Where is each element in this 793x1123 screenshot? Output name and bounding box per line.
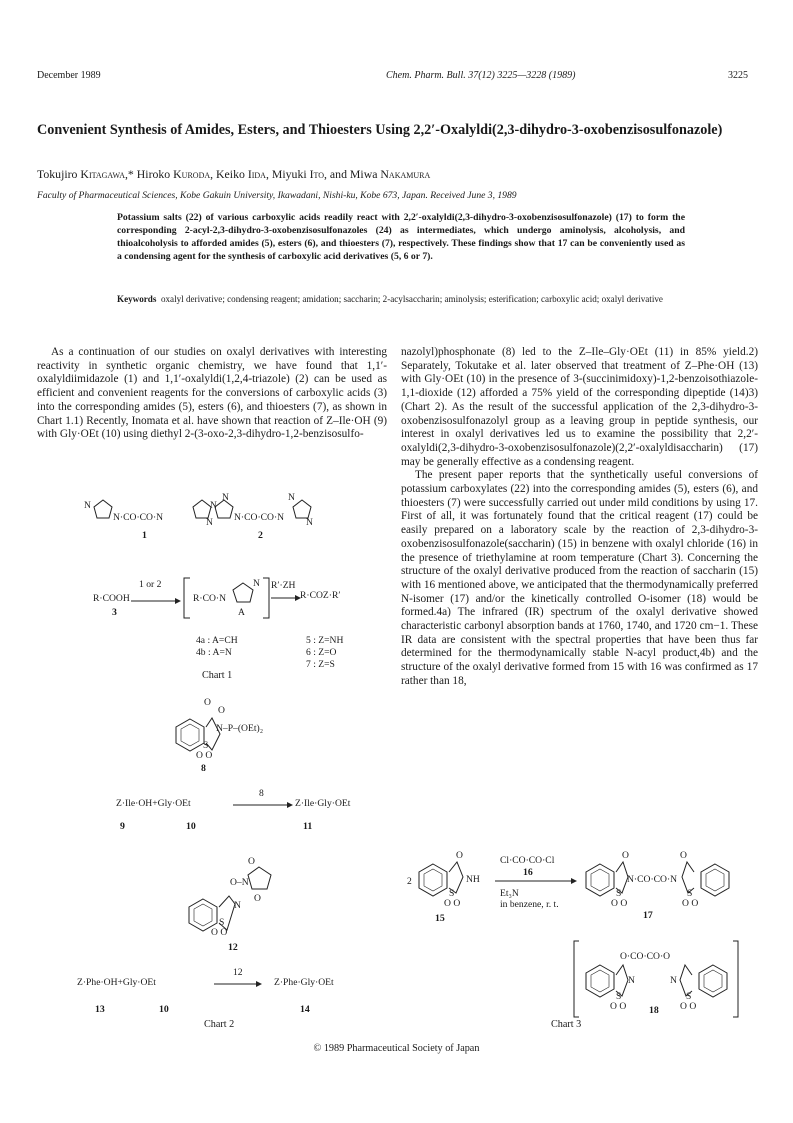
author-list: Tokujiro Kitagawa,* Hiroko Kuroda, Keiko Iida, Miyuki Ito, and Miwa Nakamura (37, 167, 431, 181)
legend-6: 6 : Z=O (306, 647, 337, 658)
reaction-arrow (131, 597, 181, 605)
eq2-catalyst: 12 (233, 967, 243, 978)
chart1-atom-a: A (238, 607, 245, 618)
chart-1-caption: Chart 1 (202, 670, 233, 681)
chart1-intermediate: R·CO·N (193, 593, 227, 604)
compound-8-phosphonate: N–P–(OEt)₂ (216, 723, 264, 734)
bracket-right (262, 577, 270, 619)
eq2-product: Z·Phe·Gly·OEt (274, 977, 334, 988)
compound-label-12: 12 (228, 942, 238, 953)
article-title: Convenient Synthesis of Amides, Esters, and Thioesters Using 2,2′-Oxalyldi(2,3-dihydro-3-oxobenzisosulfonazole) (37, 122, 723, 138)
chart3-nh: NH (466, 874, 480, 885)
compound-1-formula: N·CO·CO·N (113, 512, 164, 523)
body-column-right (401, 346, 758, 689)
compound-2-formula: N·CO·CO·N (234, 512, 285, 523)
eq1-catalyst: 8 (259, 788, 264, 799)
keywords: Keywords oxalyl derivative; condensing reagent; amidation; saccharin; 2-acylsaccharin; aminolysis; esterification; carboxylic acid; oxalyl derivative (117, 294, 663, 304)
benzene-ring-17b (698, 863, 732, 897)
compound-label-2: 2 (258, 530, 263, 541)
legend-5: 5 : Z=NH (306, 635, 344, 646)
abstract: Potassium salts (22) of various carboxylic acids readily react with 2,2′-oxalyldi(2,3-dihydro-3-oxobenzisosulfonazole) (17) to form the corresponding 2-acyl-2,3-dihydro-3-oxobenzisosulfonazoles (24) as intermediates, which undergo aminolysis, alcoholysis, and thioalcoholysis to afforded amides (5), esters (6), and thioesters (7), respectively. These findings show that 17 can be conveniently used as a condensing agent for the synthesis of carboxylic acid derivatives (5, 6 or 7). (117, 212, 685, 262)
eq2-arrow (214, 980, 262, 988)
compound-label-10b: 10 (159, 1004, 169, 1015)
legend-4b: 4b : A=N (196, 647, 232, 658)
compound-label-11: 11 (303, 821, 313, 832)
compound-label-17: 17 (643, 910, 653, 921)
chart-2-caption: Chart 2 (204, 1019, 235, 1030)
compound-label-16: 16 (523, 867, 533, 878)
compound-17-formula: N·CO·CO·N (627, 874, 678, 885)
imidazole-ring-left (93, 499, 115, 521)
chart3-base: Et₃N (500, 888, 519, 899)
affiliation: Faculty of Pharmaceutical Sciences, Kobe Gakuin University, Ikawadani, Nishi-ku, Kobe 673, Japan. Received June 3, 1989 (37, 190, 517, 201)
header-date: December 1989 (37, 70, 101, 81)
compound-label-18: 18 (649, 1005, 659, 1016)
eq1-arrow (233, 801, 293, 809)
eq2-reactants: Z·Phe·OH+Gly·OEt (77, 977, 156, 988)
compound-label-1: 1 (142, 530, 147, 541)
header-page: 3225 (728, 70, 748, 81)
reaction-arrow-2 (271, 594, 301, 602)
compound-18-formula: O·CO·CO·O (620, 951, 671, 962)
bracket-left (183, 577, 191, 619)
legend-7: 7 : Z=S (306, 659, 335, 670)
chart3-conditions: in benzene, r. t. (500, 899, 559, 910)
chart3-reagent-oxalyl-chloride: Cl·CO·CO·Cl (500, 855, 555, 866)
chart1-nucleophile: R′·ZH (271, 580, 296, 591)
benzene-ring-18b (696, 964, 730, 998)
compound-label-8: 8 (201, 763, 206, 774)
eq1-reactants: Z·Ile·OH+Gly·OEt (116, 798, 191, 809)
succinimide-ring (247, 866, 273, 892)
chart1-acid: R·COOH (93, 593, 130, 604)
legend-4a: 4a : A=CH (196, 635, 238, 646)
paragraph-present-work: The present paper reports that the synthetically useful conversions of potassium carboxylates (22) into the corresponding amides (5), esters (6), and thioesters (7) were successfully carried out under mild conditions by using 17. First of all, it was fortunately found that the critical reagent (17) could be easily prepared on a laboratory scale by the reaction of 2,3-dihydro-3-oxobenzisosulfonazole(saccharin) (15) in benzene with oxalyl chloride (16) in the presence of triethylamine at room temperature (Chart 3). Concerning the structure of the oxalyl derivative produced from the reaction of saccharin (15) with 16 mentioned above, we anticipated that the thermodynamically preferred N-isomer (17) and/or the kinetically controlled O-isomer (18) would be formed.4a) The infrared (IR) spectrum of the oxalyl derivative showed characteristic carbonyl absorption bands at 1760, 1740, and 1720 cm−1. These IR data are consistent with the spectral properties that have been thus far determined for the thermodynamically stable N-acyl product,4b) and the structure of the oxalyl derivative formed from 15 with 16 was confirmed as 17 rather than 18, (401, 469, 758, 687)
paragraph-continued: nazolyl)phosphonate (8) led to the Z–Ile–Gly·OEt (11) in 85% yield.2) Separately, Tokutake et al. later observed that treatment of Z–Phe·OH (13) with Gly·OEt (10) in the presence of 3-(succinimidoxy)-1,2-benzoisothiazole-1,1-dioxide (12) afforded a 75% yield of the corresponding dipeptide (14)3) (Chart 2). As the result of the successful application of the 2,3-dihydro-3-oxobenzisosulfonazolyl group as a leaving group in peptide synthesis, our interest in oxalyl derivatives led us to examine the possibility that 2,2′-oxalyldi(2,3-dihydro-3-oxobenzisosulfonazole)(2,2′-oxalyldisaccharin) (17) may be generally effective as a condensing reagent. (401, 346, 758, 468)
compound-label-10: 10 (186, 821, 196, 832)
chart3-arrow (495, 877, 577, 885)
body-column-left (37, 346, 387, 442)
chart-3-caption: Chart 3 (551, 1019, 582, 1030)
compound-label-13: 13 (95, 1004, 105, 1015)
copyright-footer: © 1989 Pharmaceutical Society of Japan (313, 1043, 480, 1054)
chart1-reagent: 1 or 2 (139, 579, 162, 590)
chart3-coefficient: 2 (407, 876, 412, 887)
compound-label-3: 3 (112, 607, 117, 618)
header-journal: Chem. Pharm. Bull. 37(12) 3225—3228 (1989) (386, 70, 576, 81)
eq1-product: Z·Ile·Gly·OEt (295, 798, 351, 809)
paragraph-intro: As a continuation of our studies on oxalyl derivatives with interesting reactivity in synthetic organic chemistry, we have found that 1,1′-oxalyldiimidazole (1) and 1,1′-oxalyldi(1,2,4-triazole) (2) can be used as efficient and convenient reagents for the conversions of carboxylic acids (3) into the corresponding amides (5), esters (6), and thioesters (7), as shown in Chart 1.1) Recently, Inomata et al. have shown that reaction of Z–Ile·OH (9) with Gly·OEt (10) using diethyl 2-(3-oxo-2,3-dihydro-1,2-benzisosulfo- (37, 346, 387, 441)
compound-label-9: 9 (120, 821, 125, 832)
compound-label-15: 15 (435, 913, 445, 924)
chart1-product: R·COZ·R′ (300, 590, 341, 601)
compound-label-14: 14 (300, 1004, 310, 1015)
